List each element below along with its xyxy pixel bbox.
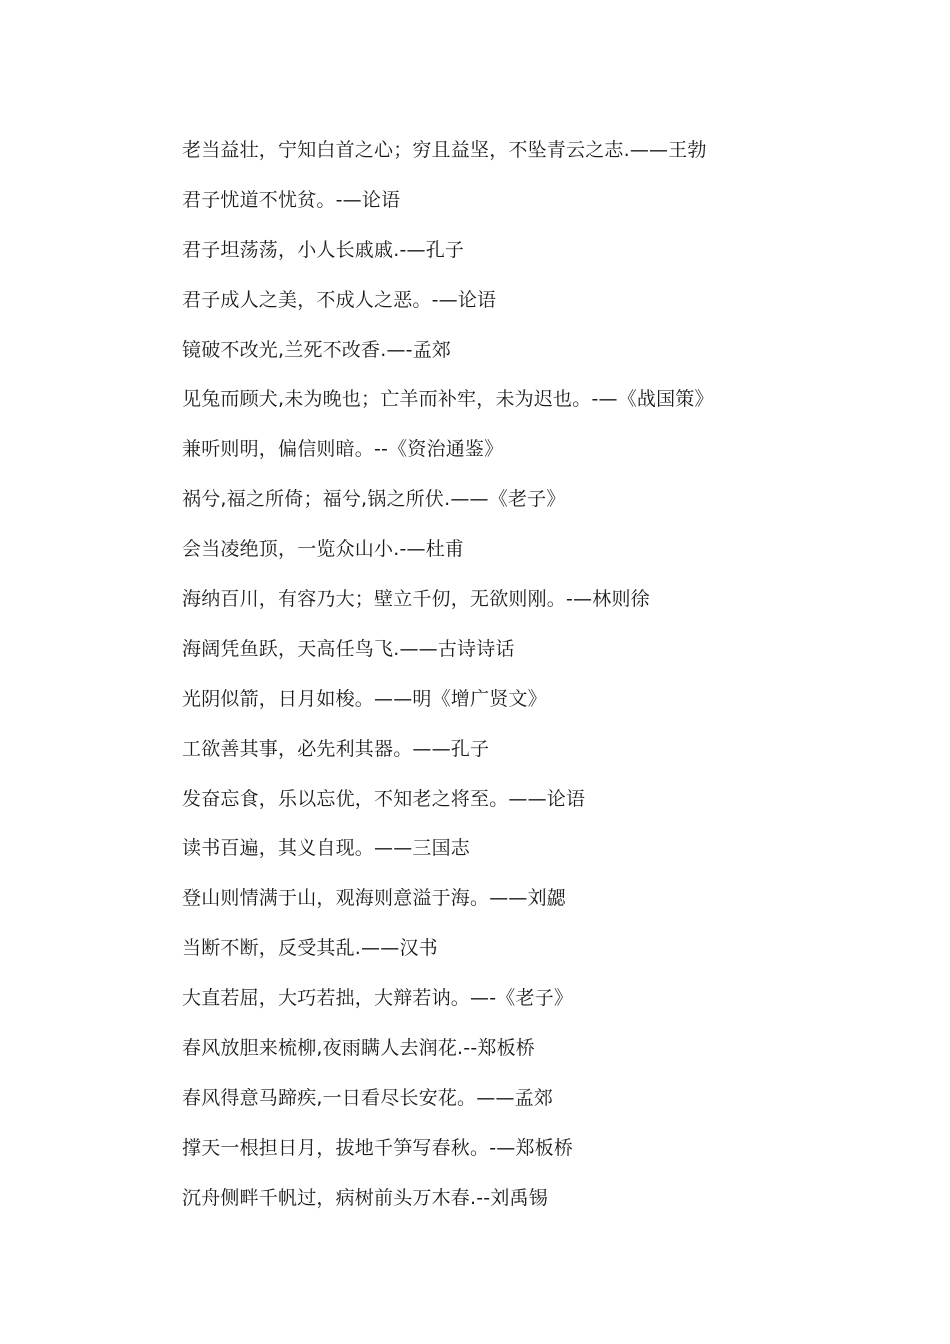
- quote-line: 工欲善其事，必先利其器。——孔子: [182, 737, 490, 760]
- quote-line: 见兔而顾犬,未为晚也；亡羊而补牢，未为迟也。-—《战国策》: [182, 388, 714, 411]
- quote-line: 海阔凭鱼跃，天高任鸟飞.——古诗诗话: [182, 637, 515, 660]
- quote-line: 当断不断，反受其乱.——汉书: [182, 937, 438, 960]
- quote-line: 光阴似箭，日月如梭。——明《增广贤文》: [182, 687, 547, 710]
- quote-line: 发奋忘食，乐以忘优，不知老之将至。——论语: [182, 787, 586, 810]
- quote-line: 祸兮,福之所倚；福兮,锅之所伏.——《老子》: [182, 488, 566, 511]
- quote-line: 兼听则明，偏信则暗。--《资治通鉴》: [182, 438, 504, 461]
- quote-list: [182, 132, 902, 1230]
- quote-line: 春风放胆来梳柳,夜雨瞒人去润花.--郑板桥: [182, 1037, 535, 1060]
- quote-line: 老当益壮，宁知白首之心；穷且益坚，不坠青云之志.——王勃: [182, 139, 707, 161]
- quote-line: 撑天一根担日月，拔地千笋写春秋。-—郑板桥: [182, 1136, 574, 1159]
- quote-line: 沉舟侧畔千帆过，病树前头万木春.--刘禹锡: [182, 1186, 548, 1209]
- quote-line: 镜破不改光,兰死不改香.—-孟郊: [182, 338, 452, 361]
- quote-line: 登山则情满于山，观海则意溢于海。——刘勰: [182, 887, 567, 910]
- quote-line: 大直若屈，大巧若拙，大辩若讷。—-《老子》: [182, 987, 574, 1010]
- quote-line: 春风得意马蹄疾,一日看尽长安花。——孟郊: [182, 1086, 554, 1109]
- quote-line: 读书百遍，其义自现。——三国志: [182, 837, 471, 860]
- quote-line: 君子坦荡荡，小人长戚戚.-—孔子: [182, 238, 465, 261]
- quote-line: 会当凌绝顶，一览众山小.-—杜甫: [182, 538, 465, 561]
- quote-line: 海纳百川，有容乃大；壁立千仞，无欲则刚。-—林则徐: [182, 588, 650, 611]
- quote-line: 君子忧道不忧贫。-—论语: [182, 188, 401, 211]
- quote-line: 君子成人之美，不成人之恶。-—论语: [182, 288, 497, 311]
